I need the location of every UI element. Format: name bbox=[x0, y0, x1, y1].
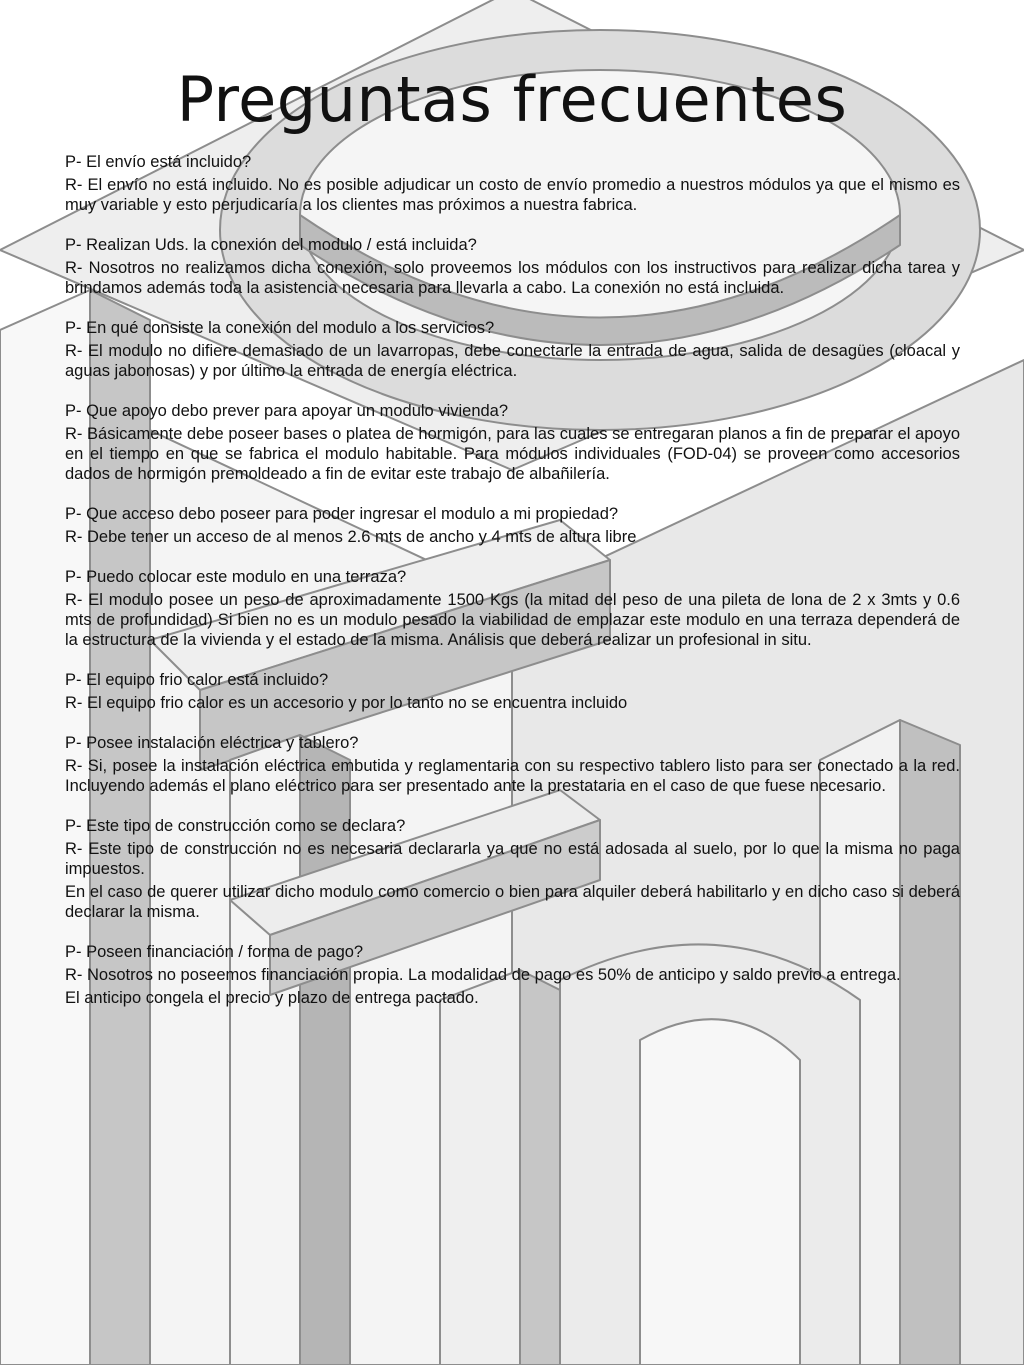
faq-answer: R- Si, posee la instalación eléctrica embutida y reglamentaria con su respectivo tablero listo para ser conectado a la red. Incluyendo además el plano eléctrico para ser presentado ante la prestataria en el caso de que fuese necesario. bbox=[65, 757, 960, 795]
faq-list bbox=[65, 152, 960, 1028]
page-title: Preguntas frecuentes bbox=[176, 63, 848, 136]
faq-answer: R- El modulo posee un peso de aproximadamente 1500 Kgs (la mitad del peso de una pileta de lona de 2 x 3mts y 0.6 mts de profundidad) Si bien no es un modulo pesado la viabilidad de emplazar este modulo en una terraza dependerá de la estructura de la vivienda y el estado de la misma. Análisis que deberá realizar un profesional in situ. bbox=[65, 591, 960, 649]
faq-answer: R- El modulo no difiere demasiado de un lavarropas, debe conectarle la entrada de agua, salida de desagües (cloacal y aguas jabonosas) y por último la entrada de energía eléctrica. bbox=[65, 342, 960, 380]
faq-question: P- En qué consiste la conexión del modulo a los servicios? bbox=[65, 319, 495, 337]
faq-item-terrace bbox=[65, 567, 960, 650]
faq-answer: R- Nosotros no poseemos financiación propia. La modalidad de pago es 50% de anticipo y saldo previo a entrega. bbox=[65, 966, 901, 984]
faq-question: P- Realizan Uds. la conexión del modulo / está incluida? bbox=[65, 236, 477, 254]
faq-item-declaration bbox=[65, 816, 960, 922]
faq-answer-continued: En el caso de querer utilizar dicho modulo como comercio o bien para alquiler deberá habilitarlo y en dicho caso si deberá declarar la misma. bbox=[65, 883, 960, 921]
faq-answer: R- Este tipo de construcción no es necesaria declararla ya que no está adosada al suelo, por lo que la misma no paga impuestos. bbox=[65, 840, 960, 878]
faq-answer: R- El equipo frio calor es un accesorio y por lo tanto no se encuentra incluido bbox=[65, 694, 628, 712]
faq-item-shipping bbox=[65, 152, 960, 215]
faq-question: P- Posee instalación eléctrica y tablero? bbox=[65, 734, 359, 752]
faq-answer: R- El envío no está incluido. No es posible adjudicar un costo de envío promedio a nuestros módulos ya que el mismo es muy variable y esto perjudicaría a los clientes mas próximos a nuestra fabrica. bbox=[65, 176, 960, 214]
faq-answer-continued: El anticipo congela el precio y plazo de entrega pactado. bbox=[65, 989, 479, 1007]
faq-question: P- El equipo frio calor está incluido? bbox=[65, 671, 329, 689]
faq-question: P- Que acceso debo poseer para poder ingresar el modulo a mi propiedad? bbox=[65, 505, 619, 523]
faq-item-electrical bbox=[65, 733, 960, 796]
faq-answer: R- Nosotros no realizamos dicha conexión, solo proveemos los módulos con los instructivos para realizar dicha tarea y brindamos además toda la asistencia necesaria para llevarla a cabo. La conexión no está incluida. bbox=[65, 259, 960, 297]
faq-question: P- Puedo colocar este modulo en una terraza? bbox=[65, 568, 407, 586]
faq-answer: R- Básicamente debe poseer bases o platea de hormigón, para las cuales se entregaran planos a fin de preparar el apoyo en el tiempo en que se fabrica el modulo habitable. Para módulos individuales (FOD-04) se proveen como accesorios dados de hormigón premoldeado a fin de evitar este trabajo de albañilería. bbox=[65, 425, 960, 483]
faq-item-services bbox=[65, 318, 960, 381]
faq-item-financing bbox=[65, 942, 960, 1008]
faq-question: P- Este tipo de construcción como se declara? bbox=[65, 817, 406, 835]
faq-answer: R- Debe tener un acceso de al menos 2.6 mts de ancho y 4 mts de altura libre bbox=[65, 528, 637, 546]
faq-question: P- El envío está incluido? bbox=[65, 153, 252, 171]
faq-item-foundation bbox=[65, 401, 960, 484]
faq-question: P- Que apoyo debo prever para apoyar un modulo vivienda? bbox=[65, 402, 509, 420]
faq-item-connection bbox=[65, 235, 960, 298]
faq-item-air-conditioning bbox=[65, 670, 960, 713]
faq-question: P- Poseen financiación / forma de pago? bbox=[65, 943, 364, 961]
faq-item-access bbox=[65, 504, 960, 547]
